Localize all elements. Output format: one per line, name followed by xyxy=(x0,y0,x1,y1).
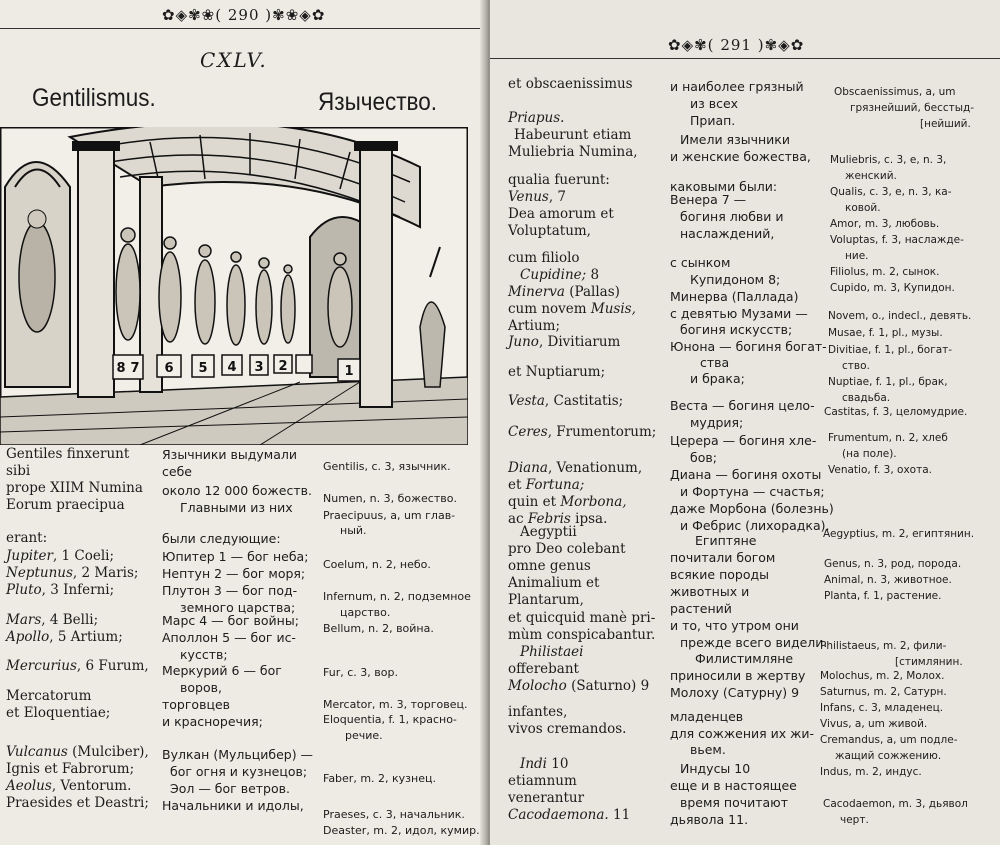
russian-line: бог огня и кузнецов; xyxy=(170,764,308,779)
latin-line: Philistaei xyxy=(520,644,584,660)
vocab-line: Infernum, n. 2, подземное xyxy=(323,590,471,603)
latin-line: qualia fuerunt: xyxy=(508,172,610,188)
latin-line: Aeolus, Ventorum. xyxy=(6,778,132,794)
russian-line: Индусы 10 xyxy=(680,761,751,776)
vocab-line: Cremandus, a, um подле- xyxy=(820,734,958,746)
ornament-icon: ✿◈✾❀( xyxy=(162,6,223,24)
vocab-line: Saturnus, m. 2, Сатурн. xyxy=(820,686,947,698)
russian-line: Купидоном 8; xyxy=(690,272,781,287)
russian-line: кусств; xyxy=(180,647,228,662)
russian-line: Начальники и идолы, xyxy=(162,798,304,813)
latin-line: ac Febris ipsa. xyxy=(508,511,608,527)
title-latin: Gentilismus. xyxy=(32,84,156,112)
russian-line: Марс 4 — бог войны; xyxy=(162,613,299,628)
ornament-icon: ✿◈✾( xyxy=(668,36,715,54)
russian-line: Вулкан (Мульцибер) — xyxy=(162,747,314,762)
russian-line: Диана — богиня охоты xyxy=(670,467,822,482)
vocab-line: Muliebris, c. 3, e, n. 3, xyxy=(830,154,947,166)
latin-line: Mercatorum xyxy=(6,688,92,704)
latin-line: sibi xyxy=(6,463,31,479)
page-number: 290 xyxy=(227,6,260,24)
latin-line: vivos cremandos. xyxy=(508,721,627,737)
russian-line: с девятью Музами — xyxy=(670,306,808,321)
russian-line: мудрия; xyxy=(690,415,744,430)
russian-line: дьявола 11. xyxy=(670,812,749,827)
vocab-line: речие. xyxy=(345,729,383,742)
ornament-icon: )✾◈✿ xyxy=(757,36,805,54)
latin-line: Ceres, Frumentorum; xyxy=(508,424,657,440)
latin-line: prope XIIM Numina xyxy=(6,480,143,496)
russian-line: Церера — богиня хле- xyxy=(670,433,817,448)
russian-line: и Фебрис (лихорадка). xyxy=(680,518,830,533)
russian-line: богиня искусств; xyxy=(680,322,793,337)
russian-line: Юпитер 1 — бог неба; xyxy=(162,549,309,564)
latin-line: et Nuptiarum; xyxy=(508,364,606,380)
russian-line: богиня любви и xyxy=(680,209,784,224)
russian-line: для сожжения их жи- xyxy=(670,726,815,741)
vocab-line: Qualis, c. 3, e, n. 3, ка- xyxy=(830,186,952,198)
woodcut-illustration xyxy=(0,127,468,445)
latin-line: pro Deo colebant xyxy=(508,541,626,557)
latin-line: Indi 10 xyxy=(520,756,569,772)
vocab-line: (на поле). xyxy=(842,448,897,460)
vocab-line: черт. xyxy=(840,814,869,826)
ornament-icon: )✾❀◈✿ xyxy=(265,6,326,24)
russian-line: Имели язычники xyxy=(680,132,790,147)
vocab-line: Fur, c. 3, вор. xyxy=(323,666,398,679)
latin-line: cum filiolo xyxy=(508,250,580,266)
vocab-line: женский. xyxy=(845,170,897,182)
vocab-line: Faber, m. 2, кузнец. xyxy=(323,772,436,785)
vocab-line: Vivus, a, um живой. xyxy=(820,718,928,730)
vocab-line: Praeses, c. 3, начальник. xyxy=(323,808,465,821)
russian-line: вьем. xyxy=(690,742,726,757)
latin-line: Aegyptii xyxy=(520,524,577,540)
russian-line: Минерва (Паллада) xyxy=(670,289,799,304)
vocab-line: Cacodaemon, m. 3, дьявол xyxy=(823,798,968,810)
russian-line: и Фортуна — счастья; xyxy=(680,484,825,499)
russian-line: были следующие: xyxy=(162,531,281,546)
latin-line: Venus, 7 xyxy=(508,189,566,205)
latin-line: Pluto, 3 Inferni; xyxy=(6,582,115,598)
page-number: 291 xyxy=(720,36,752,54)
russian-line: всякие породы xyxy=(670,567,770,582)
russian-line: себе xyxy=(162,464,192,479)
left-page xyxy=(0,0,486,845)
vocab-line: Frumentum, n. 2, хлеб xyxy=(828,432,948,444)
page-header-left xyxy=(162,6,325,24)
russian-line: почитали богом xyxy=(670,550,776,565)
vocab-line: Molochus, m. 2, Молох. xyxy=(820,670,945,682)
latin-line: Mars, 4 Belli; xyxy=(6,612,99,628)
russian-line: Египтяне xyxy=(695,533,757,548)
vocab-line: Mercator, m. 3, торговец. xyxy=(323,698,468,711)
vocab-line: ковой. xyxy=(845,202,881,214)
chapter-number: CXLV. xyxy=(200,48,268,72)
latin-line: erant: xyxy=(6,530,48,546)
russian-line: прежде всего видели. xyxy=(680,635,828,650)
latin-line: Praesides et Deastri; xyxy=(6,795,149,811)
vocab-line: жащий сожжению. xyxy=(835,750,942,762)
latin-line: et Eloquentiae; xyxy=(6,705,111,721)
latin-line: Dea amorum et xyxy=(508,206,614,222)
russian-line: бов; xyxy=(690,450,717,465)
russian-line: Главными из них xyxy=(180,500,293,515)
vocab-line: царство. xyxy=(340,606,391,619)
header-rule xyxy=(0,28,486,29)
vocab-line: Amor, m. 3, любовь. xyxy=(830,218,940,230)
russian-line: Аполлон 5 — бог ис- xyxy=(162,630,296,645)
vocab-line: Eloquentia, f. 1, красно- xyxy=(323,713,457,726)
russian-line: и брака; xyxy=(690,371,745,386)
illustration-label: 7 xyxy=(130,361,140,376)
vocab-line: Genus, n. 3, род, порода. xyxy=(824,558,962,570)
vocab-line: Animal, n. 3, животное. xyxy=(824,574,952,586)
russian-line: каковыми были: xyxy=(670,179,778,194)
russian-line: и наиболее грязный xyxy=(670,79,804,94)
russian-line: и женские божества, xyxy=(670,149,811,164)
russian-line: приносили в жертву xyxy=(670,668,806,683)
latin-line: mùm conspicabantur. xyxy=(508,627,656,643)
vocab-line: ный. xyxy=(340,524,367,537)
illustration-label: 1 xyxy=(344,364,354,379)
right-page xyxy=(490,0,1000,845)
illustration-label: 8 xyxy=(116,361,126,376)
vocab-line: Infans, c. 3, младенец. xyxy=(820,702,944,714)
vocab-line: ние. xyxy=(845,250,869,262)
latin-line: offerebant xyxy=(508,661,579,677)
latin-line: venerantur xyxy=(508,790,585,806)
vocab-line: Musae, f. 1, pl., музы. xyxy=(828,327,943,339)
russian-line: еще и в настоящее xyxy=(670,778,797,793)
russian-line: Нептун 2 — бог моря; xyxy=(162,566,306,581)
russian-line: Меркурий 6 — бог xyxy=(162,663,282,678)
russian-line: наслаждений, xyxy=(680,226,775,241)
vocab-line: ство. xyxy=(842,360,870,372)
vocab-line: грязнейший, бесстыд- xyxy=(850,102,975,114)
vocab-line: [нейший. xyxy=(920,118,971,130)
illustration-label: 6 xyxy=(164,361,174,376)
vocab-line: Aegyptius, m. 2, египтянин. xyxy=(823,528,975,540)
latin-line: quin et Morbona, xyxy=(508,494,627,510)
vocab-line: Bellum, n. 2, война. xyxy=(323,622,434,635)
vocab-line: Cupido, m. 3, Купидон. xyxy=(830,282,955,294)
latin-line: Mercurius, 6 Furum, xyxy=(6,658,149,674)
russian-line: около 12 000 божеств. xyxy=(162,483,312,498)
latin-line: Minerva (Pallas) xyxy=(508,284,620,300)
vocab-line: Voluptas, f. 3, наслажде- xyxy=(830,234,964,246)
russian-line: из всех xyxy=(690,96,739,111)
latin-line: Neptunus, 2 Maris; xyxy=(6,565,139,581)
latin-line: Molocho (Saturno) 9 xyxy=(508,678,650,694)
russian-line: Приап. xyxy=(690,113,736,128)
russian-line: Веста — богиня цело- xyxy=(670,398,815,413)
vocab-line: Venatio, f. 3, охота. xyxy=(828,464,932,476)
latin-line: Apollo, 5 Artium; xyxy=(6,629,123,645)
latin-line: Cupidine; 8 xyxy=(520,267,600,283)
russian-line: Венера 7 — xyxy=(670,192,747,207)
latin-line: omne genus xyxy=(508,558,591,574)
latin-line: Ignis et Fabrorum; xyxy=(6,761,135,777)
russian-line: время почитают xyxy=(680,795,788,810)
latin-line: Priapus. xyxy=(508,110,565,126)
russian-line: с сынком xyxy=(670,255,731,270)
latin-line: Cacodaemona. 11 xyxy=(508,807,631,823)
russian-line: Молоху (Сатурну) 9 xyxy=(670,685,800,700)
latin-line: Muliebria Numina, xyxy=(508,144,638,160)
latin-line: Voluptatum, xyxy=(508,223,591,239)
vocab-line: Deaster, m. 2, идол, кумир. xyxy=(323,824,480,837)
vocab-line: Divitiae, f. 1, pl., богат- xyxy=(828,344,953,356)
latin-line: et obscaenissimus xyxy=(508,76,633,92)
latin-line: Eorum praecipua xyxy=(6,497,125,513)
russian-line: Юнона — богиня богат- xyxy=(670,339,827,354)
latin-line: cum novem Musis, xyxy=(508,301,636,317)
vocab-line: Obscaenissimus, a, um xyxy=(834,86,956,98)
russian-line: ства xyxy=(700,355,730,370)
vocab-line: Praecipuus, a, um глав- xyxy=(323,509,456,522)
vocab-line: [стимлянин. xyxy=(895,656,963,668)
illustration-label: 2 xyxy=(278,359,288,374)
latin-line: Jupiter, 1 Coeli; xyxy=(6,548,115,564)
latin-line: et quicquid manè pri- xyxy=(508,610,656,626)
russian-line: земного царства; xyxy=(180,600,296,615)
latin-line: infantes, xyxy=(508,704,568,720)
russian-line: и то, что утром они xyxy=(670,618,799,633)
latin-line: Plantarum, xyxy=(508,592,584,608)
russian-line: воров, xyxy=(180,680,222,695)
russian-line: растений xyxy=(670,601,732,616)
vocab-line: Philistaeus, m. 2, фили- xyxy=(820,640,947,652)
vocab-line: Nuptiae, f. 1, pl., брак, xyxy=(828,376,948,388)
russian-line: Язычники выдумали xyxy=(162,447,298,462)
russian-line: животных и xyxy=(670,584,750,599)
latin-line: et Fortuna; xyxy=(508,477,585,493)
latin-line: Artium; xyxy=(508,318,560,334)
russian-line: Филистимляне xyxy=(695,651,794,666)
russian-line: младенцев xyxy=(670,709,744,724)
russian-line: даже Морбона (болезнь) xyxy=(670,501,834,516)
vocab-line: Novem, o., indecl., девять. xyxy=(828,310,972,322)
illustration-label: 5 xyxy=(198,361,208,376)
vocab-line: Coelum, n. 2, небо. xyxy=(323,558,431,571)
illustration-label: 3 xyxy=(254,360,264,375)
latin-line: Diana, Venationum, xyxy=(508,460,643,476)
latin-line: Vesta, Castitatis; xyxy=(508,393,624,409)
illustration-label: 4 xyxy=(227,360,237,375)
russian-line: и красноречия; xyxy=(162,714,263,729)
latin-line: Habeurunt etiam xyxy=(514,127,632,143)
russian-line: Плутон 3 — бог под- xyxy=(162,583,298,598)
vocab-line: свадьба. xyxy=(842,392,891,404)
latin-line: Vulcanus (Mulciber), xyxy=(6,744,149,760)
latin-line: Juno, Divitiarum xyxy=(508,334,621,350)
header-rule xyxy=(490,58,1000,59)
russian-line: торговцев xyxy=(162,697,231,712)
vocab-line: Castitas, f. 3, целомудрие. xyxy=(824,406,968,418)
latin-line: Gentiles finxerunt xyxy=(6,446,130,462)
vocab-line: Indus, m. 2, индус. xyxy=(820,766,922,778)
vocab-line: Filiolus, m. 2, сынок. xyxy=(830,266,940,278)
russian-line: Эол — бог ветров. xyxy=(170,781,290,796)
latin-line: etiamnum xyxy=(508,773,577,789)
page-header-right xyxy=(668,36,804,54)
vocab-line: Planta, f. 1, растение. xyxy=(824,590,942,602)
latin-line: Animalium et xyxy=(508,575,600,591)
title-russian: Язычество. xyxy=(318,88,437,116)
vocab-line: Gentilis, c. 3, язычник. xyxy=(323,460,451,473)
vocab-line: Numen, n. 3, божество. xyxy=(323,492,457,505)
